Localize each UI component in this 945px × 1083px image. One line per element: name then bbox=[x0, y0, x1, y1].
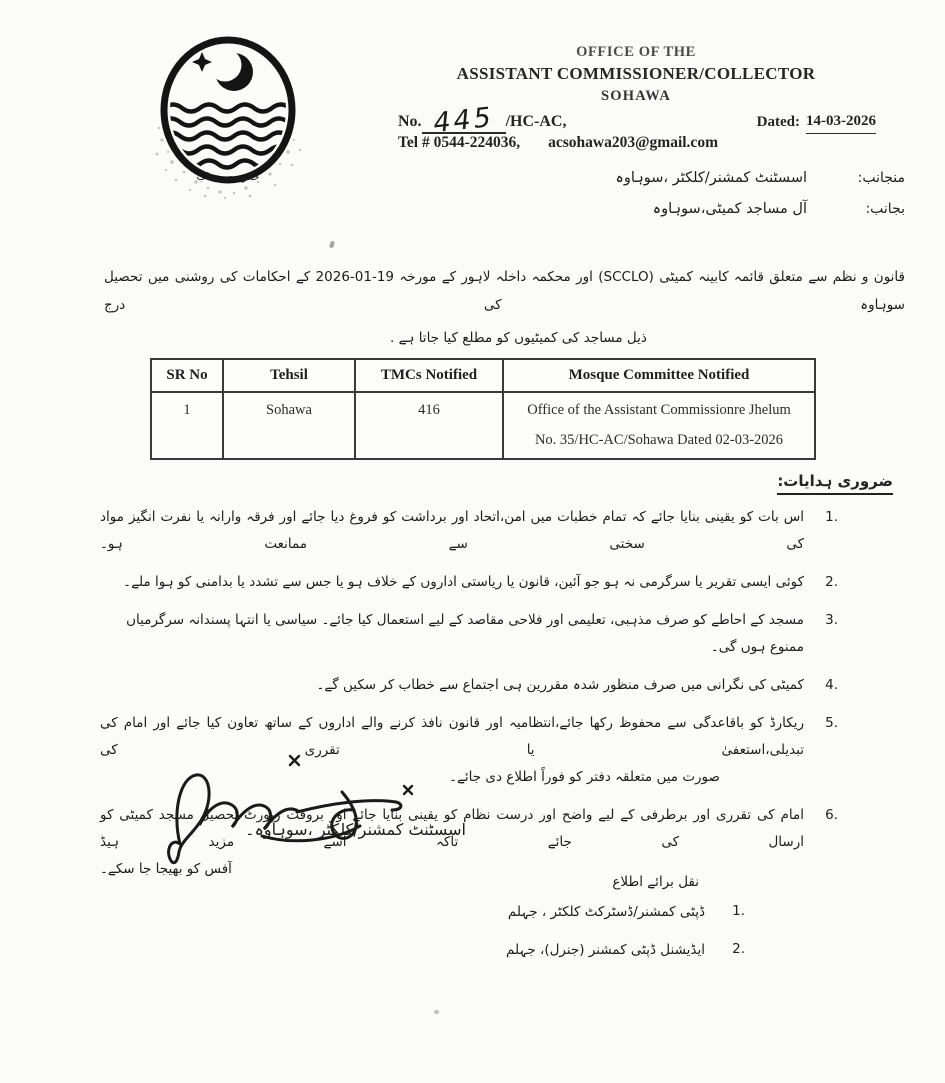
instruction-number: 4. bbox=[825, 677, 838, 693]
reference-number-row bbox=[398, 101, 876, 140]
mosque-committee-line2: No. 35/HC-AC/Sohawa Dated 02-03-2026 bbox=[534, 432, 784, 448]
signatory-title: اسسٹنٹ کمشنر/کلکٹر ،سوہاوہ۔ bbox=[245, 820, 466, 839]
copy-item-text: ڈپٹی کمشنر/ڈسٹرکٹ کلکٹر ، جہلم bbox=[507, 904, 705, 920]
email-address: acsohawa203@gmail.com bbox=[548, 134, 718, 151]
copy-item-text: ایڈیشنل ڈپٹی کمشنر (جنرل)، جہلم bbox=[505, 941, 705, 958]
handwritten-number-underline bbox=[422, 101, 506, 140]
dated-label: Dated: bbox=[756, 114, 800, 130]
letterhead bbox=[382, 44, 890, 105]
col-header-sr-no: SR No bbox=[151, 359, 223, 392]
instruction-line: کوئی ایسی تقریر یا سرگرمی نہ ہو جو آئین، قانون یا ریاستی اداروں کے خلاف ہو یا جس سے تشدد یا بدامنی کو ہوا ملے۔ bbox=[123, 574, 804, 590]
notification-table bbox=[150, 358, 816, 460]
instruction-number: 1. bbox=[825, 509, 838, 525]
crescent-star-icon bbox=[192, 49, 253, 92]
copy-list bbox=[415, 900, 745, 963]
mosque-committee-line1: Office of the Assistant Commissionre Jhelum bbox=[527, 402, 791, 418]
ink-speck bbox=[329, 241, 335, 249]
instruction-line: آفس کو بھیجا جا سکے۔ bbox=[100, 861, 232, 877]
to-value: آل مساجد کمیٹی،سوہاوہ bbox=[652, 201, 807, 217]
cell-mosque-committee bbox=[503, 392, 815, 459]
body-paragraph-line1: قانون و نظم سے متعلق قائمہ کابینہ کمیٹی (SCCLO) اور محکمہ داخلہ لاہور کے مورخہ 19-01-2026 کے احکامات کی روشنی میں تحصیل سوہاوہ کی درج bbox=[104, 269, 905, 314]
instruction-text bbox=[100, 504, 804, 558]
instruction-number: 6. bbox=[825, 807, 838, 823]
copy-section-heading: نقل برائے اطلاع bbox=[612, 874, 699, 890]
to-row bbox=[455, 201, 905, 217]
to-label: بجانب: bbox=[865, 201, 905, 217]
instruction-number: 5. bbox=[825, 715, 838, 731]
punjab-government-emblem-icon bbox=[150, 30, 310, 200]
office-line2: ASSISTANT COMMISSIONER/COLLECTOR bbox=[456, 64, 816, 83]
signature-scrawl-icon bbox=[142, 748, 452, 868]
instruction-text bbox=[100, 672, 804, 699]
instruction-line: ریکارڈ کو باقاعدگی سے محفوظ رکھا جائے،انتظامیہ اور قانون نافذ کرنے والے اداروں کے ساتھ تعاون کیا جائے اور امام کی تبدیلی،استعفیٰ یا تقرری کی bbox=[100, 715, 804, 758]
instruction-line: اس بات کو یقینی بنایا جائے کہ تمام خطبات میں امن،اتحاد اور برداشت کو فروغ دیا جائے اور فرقہ وارانہ یا نفرت انگیز مواد کی سختی سے ممانعت ہو۔ bbox=[100, 509, 804, 552]
from-row bbox=[455, 170, 905, 186]
copy-item bbox=[415, 938, 745, 964]
col-header-tmcs-notified: TMCs Notified bbox=[355, 359, 503, 392]
reference-suffix: /HC-AC, bbox=[505, 113, 567, 130]
dated-value: 14-03-2026 bbox=[806, 113, 876, 134]
copy-item bbox=[415, 900, 745, 926]
instruction-line: مسجد کے احاطے کو صرف مذہبی، تعلیمی اور فلاحی مقاصد کے لیے استعمال کیا جائے۔ سیاسی یا انتہا پسندانہ سرگرمیاں ممنوع ہوں گی۔ bbox=[126, 612, 804, 655]
instruction-text bbox=[100, 607, 804, 661]
body-paragraph bbox=[104, 263, 905, 346]
instruction-number: 2. bbox=[825, 574, 838, 590]
emblem-caption: حکومت پنجاب bbox=[196, 171, 260, 183]
table-row bbox=[151, 392, 815, 459]
no-label: No. bbox=[398, 113, 422, 130]
instruction-line: کمیٹی کی نگرانی میں صرف منظور شدہ مقررین ہی اجتماع سے خطاب کر سکیں گے۔ bbox=[316, 677, 804, 693]
addressing-block bbox=[455, 170, 905, 232]
instruction-line: امام کی تقرری اور برطرفی کے لیے واضح اور درست نظام کو یقینی بنایا جائے اور بروقت رپورٹ تحصیل مسجد کمیٹی کو ارسال کی جائے تاکہ اسے مزید ہیڈ bbox=[100, 807, 804, 850]
instruction-item bbox=[100, 607, 838, 661]
instruction-item bbox=[100, 504, 838, 558]
col-header-tehsil: Tehsil bbox=[223, 359, 355, 392]
office-line1: OFFICE OF THE bbox=[576, 44, 696, 60]
ink-speck bbox=[434, 1010, 439, 1014]
copy-item-number: 2. bbox=[732, 940, 745, 957]
instruction-item bbox=[100, 569, 838, 596]
instruction-number: 3. bbox=[825, 612, 838, 628]
from-label: منجانب: bbox=[857, 170, 905, 186]
instruction-line: صورت میں متعلقہ دفتر کو فوراً اطلاع دی جائے۔ bbox=[449, 769, 720, 785]
table-header-row bbox=[151, 359, 815, 392]
contact-row bbox=[398, 134, 876, 152]
col-header-mosque-committee: Mosque Committee Notified bbox=[503, 359, 815, 392]
cell-tmcs: 416 bbox=[355, 392, 503, 459]
instruction-text bbox=[100, 569, 804, 596]
body-paragraph-line2: ذیل مساجد کی کمیٹیوں کو مطلع کیا جاتا ہے . bbox=[390, 329, 647, 346]
telephone-number: Tel # 0544-224036, bbox=[398, 134, 521, 151]
cell-sr-no: 1 bbox=[151, 392, 223, 459]
copy-section bbox=[415, 874, 745, 975]
instruction-item bbox=[100, 672, 838, 699]
cell-tehsil: Sohawa bbox=[223, 392, 355, 459]
instructions-heading: ضروری ہدایات: bbox=[777, 472, 893, 495]
copy-item-number: 1. bbox=[732, 903, 745, 919]
office-line3: SOHAWA bbox=[600, 88, 672, 104]
handwritten-letter-number: 445 bbox=[432, 101, 496, 140]
from-value: اسسٹنٹ کمشنر/کلکٹر ،سوہاوہ bbox=[615, 170, 807, 186]
